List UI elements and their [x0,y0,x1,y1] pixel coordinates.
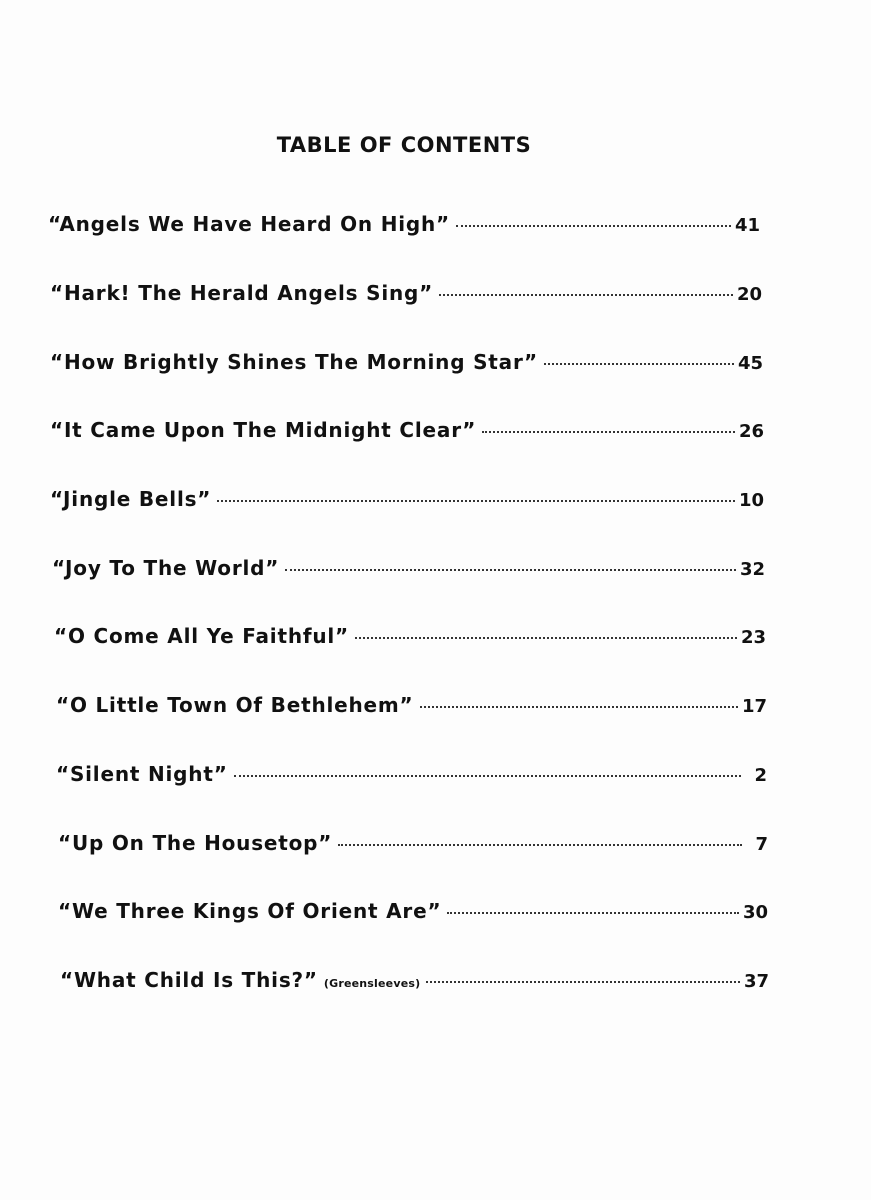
dot-leader [426,981,740,983]
dot-leader [439,294,733,296]
toc-entry-page: 26 [738,421,764,442]
toc-entry [56,762,767,794]
toc-entry [50,281,762,313]
toc-entry-page: 30 [742,902,768,923]
toc-entry-page: 37 [743,971,769,992]
toc-entry-title: “O Little Town Of Bethlehem” [56,693,414,717]
dot-leader [456,225,731,227]
toc-entry [58,899,768,931]
toc-entry [54,624,766,656]
toc-entry-page: 7 [755,834,768,855]
toc-entry-title: “It Came Upon The Midnight Clear” [50,418,477,442]
toc-entry-title: “What Child Is This?” [60,968,318,992]
toc-entry-title: “Angels We Have Heard On High” [48,212,450,236]
toc-entry-page: 23 [740,627,766,648]
toc-entry [50,418,764,450]
toc-entry-title: “O Come All Ye Faithful” [54,624,350,648]
toc-entry [48,212,760,244]
toc-entry-title: “Joy To The World” [52,556,280,580]
dot-leader [544,363,734,365]
dot-leader [234,775,741,777]
dot-leader [420,706,738,708]
toc-entry [50,350,763,382]
toc-entry-title: “Silent Night” [56,762,228,786]
toc-entry-page: 2 [754,765,767,786]
dot-leader [447,912,739,914]
toc-entry-page: 17 [741,696,767,717]
page-title: TABLE OF CONTENTS [276,133,532,157]
toc-entry [52,556,765,588]
toc-entry-page: 20 [736,284,762,305]
toc-entry-page: 32 [739,559,765,580]
dot-leader [285,569,736,571]
dot-leader [482,431,735,433]
dot-leader [338,844,742,846]
toc-entry [50,487,764,519]
toc-entry-title: “We Three Kings Of Orient Are” [58,899,442,923]
toc-entry [58,831,768,863]
toc-entry-title: “Hark! The Herald Angels Sing” [50,281,434,305]
toc-entry [56,693,767,725]
toc-entry-page: 45 [737,353,763,374]
toc-entry-title: “Up On The Housetop” [58,831,333,855]
dot-leader [355,637,737,639]
toc-entry-title: “How Brightly Shines The Morning Star” [50,350,538,374]
toc-entry-page: 10 [738,490,764,511]
toc-entry-title: “Jingle Bells” [50,487,212,511]
toc-entry-note: (Greensleeves) [323,977,421,990]
toc-entry [60,968,769,1000]
dot-leader [217,500,735,502]
toc-entry-page: 41 [734,215,760,236]
